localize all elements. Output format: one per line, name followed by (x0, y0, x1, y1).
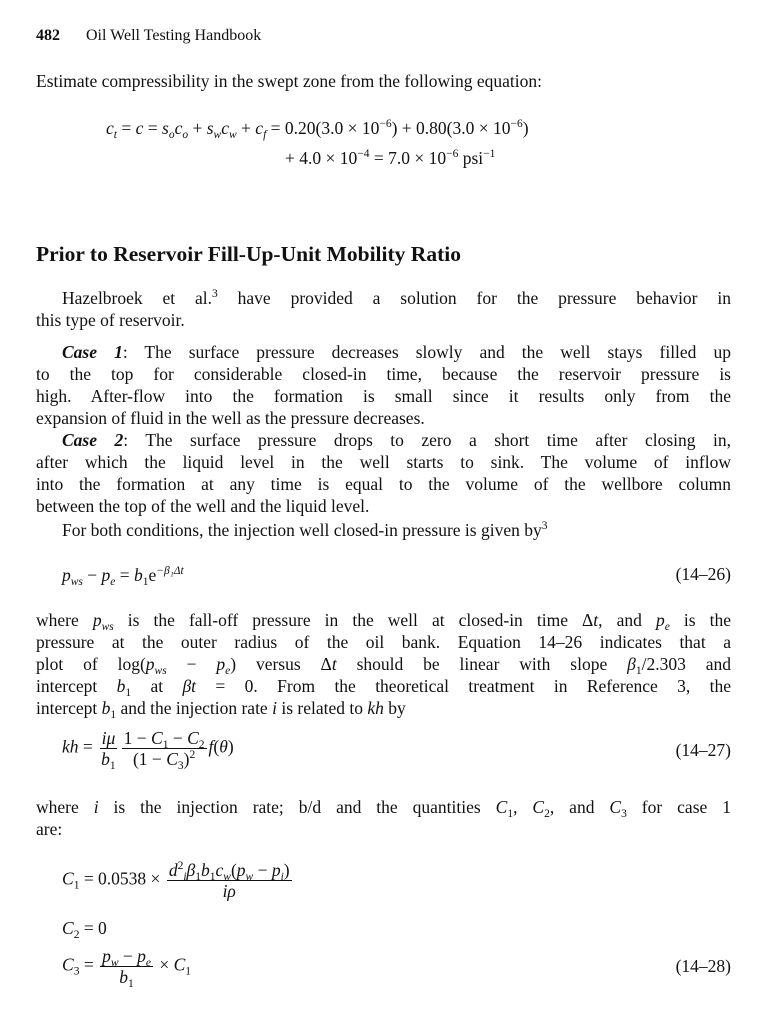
text-run: p (101, 565, 111, 585)
text-line-c1-1 (62, 341, 731, 363)
text-run: 1 (195, 871, 201, 883)
text-run: b (101, 749, 110, 769)
text-run: b (119, 967, 129, 987)
text-run: high. After-flow into the formation is small since it results only from the (36, 386, 731, 406)
text-run: psi (458, 148, 484, 168)
text-run: C (532, 797, 545, 817)
equation-eq-c2 (62, 917, 107, 939)
text-run: ) (522, 118, 529, 138)
text-run: ) (283, 860, 290, 880)
equation-eq-c3 (62, 946, 192, 990)
text-run: e (148, 565, 157, 585)
text-run: C (495, 797, 508, 817)
text-run: p (92, 610, 102, 630)
equation-eq-ct-1 (106, 117, 529, 139)
text-run: ( (213, 736, 220, 757)
text-run: for case 1 (626, 797, 731, 817)
text-run: e (225, 665, 231, 677)
running-header (36, 27, 261, 45)
text-run: is related to (276, 698, 368, 718)
text-run: C (62, 868, 74, 889)
text-run: where (36, 610, 93, 630)
equation-number-14-28: (14–28) (675, 956, 731, 976)
text-run: between the top of the well and the liquid level. (36, 496, 370, 516)
text-run: 2 (544, 808, 550, 820)
text-run: ) versus Δ (230, 654, 332, 674)
text-run: ws (70, 576, 83, 588)
denominator (99, 749, 118, 772)
text-run: 1 (142, 576, 149, 588)
text-run: ws (154, 665, 167, 677)
text-run: ) (183, 749, 190, 769)
text-run: 1 (109, 760, 116, 772)
text-run: β (186, 860, 196, 880)
text-run: 1 (125, 687, 132, 699)
page-number: 482 (36, 27, 60, 44)
text-run: iμ (101, 728, 116, 748)
text-run: 3 (177, 760, 184, 772)
text-run: = (143, 118, 163, 138)
text-run: 1 (209, 871, 216, 883)
text-run: to the top for considerable closed-in time, because the reservoir pressure is (36, 364, 731, 384)
text-run: − (82, 565, 102, 585)
text-run: = 0 (79, 918, 107, 938)
text-run: is the injection rate; b/d and the quantities (98, 797, 496, 817)
text-line-both (62, 519, 731, 541)
text-run: 2 (189, 749, 196, 761)
numerator (100, 728, 118, 749)
text-run: 1 (162, 739, 169, 751)
text-run: pressure at the outer radius of the oil bank. Equation 14–26 indicates that a (36, 632, 731, 652)
text-run: = (79, 954, 99, 975)
text-run: plot of log( (36, 654, 146, 674)
text-run: β (627, 654, 636, 674)
text-run: t (113, 129, 117, 141)
text-run: = 7.0 × 10 (369, 148, 447, 168)
text-line-c1-4 (36, 407, 731, 429)
text-line-w1 (36, 609, 731, 631)
text-run: C (609, 797, 622, 817)
text-run: w (245, 871, 254, 883)
text-run: 2 (177, 860, 184, 872)
text-run: C (62, 918, 74, 938)
text-run: 3 (621, 808, 627, 820)
text-run: e (664, 621, 670, 633)
text-run: = (115, 565, 135, 585)
equation-number-14-26: (14–26) (675, 564, 731, 584)
text-run: 1 (73, 879, 80, 892)
text-run: where (36, 797, 94, 817)
text-run: should be linear with slope (336, 654, 628, 674)
text-run: ws (101, 621, 114, 633)
text-run: this type of reservoir. (36, 310, 185, 330)
text-run: −1 (483, 148, 496, 160)
text-run: c (215, 860, 224, 880)
text-run: C (62, 954, 74, 975)
text-run: = 0. From the theoretical treatment in Reference 3, the (196, 676, 731, 696)
text-run: t (593, 610, 599, 630)
equation-eq-ct-2 (285, 147, 495, 169)
text-run: c (174, 118, 183, 138)
numerator (100, 946, 153, 967)
text-run: o (168, 129, 175, 141)
text-run: 1 (507, 808, 514, 820)
text-run: 1 (110, 709, 117, 721)
denominator (131, 749, 197, 772)
text-run: p (655, 610, 665, 630)
text-run: Case 1 (62, 342, 123, 362)
text-run: b (101, 698, 111, 718)
text-run: i (280, 871, 284, 883)
text-line-c2-4 (36, 495, 731, 517)
text-run: Estimate compressibility in the swept zone from the following equation: (36, 71, 542, 91)
text-run: C (173, 954, 186, 975)
text-run: p (271, 860, 281, 880)
text-run: C (187, 728, 199, 748)
text-run: × (154, 954, 174, 975)
text-run: = (78, 736, 98, 757)
text-run: i (93, 797, 99, 817)
text-run: −β₁Δt (156, 565, 184, 577)
text-run: p (216, 654, 226, 674)
text-run: c (255, 118, 264, 138)
fraction (167, 860, 292, 901)
text-run: c (221, 118, 229, 138)
text-run: βt (182, 676, 197, 696)
text-line-c1-2 (36, 363, 731, 385)
text-run: f (208, 736, 214, 757)
text-run: s (206, 118, 214, 138)
text-run: , and (549, 797, 610, 817)
text-run: −6 (510, 118, 523, 130)
text-run: are: (36, 819, 63, 839)
text-run: + (236, 118, 256, 138)
text-run: b (200, 860, 210, 880)
text-run: have provided a solution for the pressure behavior in (217, 288, 731, 308)
text-run: C (166, 749, 178, 769)
text-run: at (131, 676, 183, 696)
text-run: b (134, 565, 143, 585)
text-run: θ (219, 736, 228, 757)
text-run: and the injection rate (116, 698, 273, 718)
text-run: c (106, 118, 114, 138)
text-run: f (263, 129, 267, 141)
text-run: − (166, 654, 217, 674)
text-line-w2 (36, 631, 731, 653)
text-run: Case 2 (62, 430, 124, 450)
text-run: 1 (185, 965, 192, 978)
text-run: : The surface pressure drops to zero a short time after closing in, (123, 430, 732, 450)
text-line-c2-3 (36, 473, 731, 495)
text-run: p (102, 946, 111, 966)
text-line-p2-2 (36, 309, 731, 331)
text-run: i (272, 698, 277, 718)
text-line-q2 (36, 818, 731, 840)
text-run: c (135, 118, 144, 138)
text-run: kh (62, 736, 79, 757)
text-run: Hazelbroek et al. (62, 288, 213, 308)
equation-number-14-27: (14–27) (675, 740, 731, 760)
text-line-w3 (36, 653, 731, 675)
equation-eq-1426 (62, 564, 184, 586)
text-run: 1 (635, 665, 642, 677)
text-run: p (145, 654, 155, 674)
text-run: after which the liquid level in the well starts to sink. The volume of inflow (36, 452, 731, 472)
text-run: ) + 0.80(3.0 × 10 (391, 118, 511, 138)
text-run: + 4.0 × 10 (285, 148, 358, 168)
text-line-p2-1 (62, 287, 731, 309)
text-run: p (137, 946, 146, 966)
text-run: d (168, 860, 178, 880)
text-run: p (62, 565, 71, 585)
section-heading: Prior to Reservoir Fill-Up-Unit Mobility Ratio (36, 242, 461, 266)
book-title: Oil Well Testing Handbook (86, 27, 262, 44)
text-line-c2-2 (36, 451, 731, 473)
text-run: i (183, 871, 187, 883)
text-run: is the fall-off pressure in the well at closed-in time Δ (113, 610, 594, 630)
fraction (99, 728, 118, 772)
text-run: , (513, 797, 533, 817)
text-run: iρ (222, 881, 236, 901)
text-run: /2.303 and (641, 654, 732, 674)
fraction (122, 728, 207, 772)
text-run: = (116, 118, 136, 138)
text-run: 1 − (123, 728, 152, 748)
text-run: intercept (36, 698, 102, 718)
text-run: = 0.20(3.0 × 10 (266, 118, 380, 138)
text-run: kh (367, 698, 384, 718)
text-run: : The surface pressure decreases slowly and the well stays filled up (122, 342, 731, 362)
text-run: w (110, 957, 119, 969)
fraction (100, 946, 153, 990)
text-run: ( (230, 860, 237, 880)
text-line-w4 (36, 675, 731, 697)
text-line-q1 (36, 796, 731, 818)
text-run: 3 (212, 288, 218, 300)
text-run: p (236, 860, 246, 880)
text-run: expansion of fluid in the well as the pressure decreases. (36, 408, 425, 428)
text-run: + (188, 118, 207, 138)
text-run: C (151, 728, 163, 748)
text-run: t (331, 654, 337, 674)
text-run: −6 (379, 118, 392, 130)
text-line-c2-1 (62, 429, 731, 451)
text-run: b (116, 676, 126, 696)
numerator (167, 860, 292, 881)
text-run: ) (227, 736, 234, 757)
text-run: − (118, 946, 138, 966)
text-run: is the (669, 610, 731, 630)
text-run: 2 (73, 929, 80, 941)
text-run: o (182, 129, 189, 141)
text-run: For both conditions, the injection well closed-in pressure is given by (62, 520, 542, 540)
text-run: 2 (198, 739, 205, 751)
text-line-w5 (36, 697, 731, 719)
text-run: 3 (73, 965, 80, 978)
text-run: s (162, 118, 169, 138)
text-run: −4 (357, 148, 370, 160)
text-run: by (383, 698, 406, 718)
text-run: − (253, 860, 272, 880)
text-run: = 0.0538 × (79, 868, 165, 889)
denominator (117, 967, 136, 990)
equation-eq-c1 (62, 860, 294, 901)
text-run: w (229, 129, 237, 141)
text-run: − (168, 728, 188, 748)
text-run: into the formation at any time is equal to the volume of the wellbore column (36, 474, 731, 494)
text-line-c1-3 (36, 385, 731, 407)
text-run: , and (598, 610, 656, 630)
text-run: e (145, 957, 151, 969)
text-run: (1 − (132, 749, 167, 769)
text-run: w (213, 129, 222, 141)
text-run: −6 (446, 148, 459, 160)
equation-eq-1427 (62, 728, 234, 772)
denominator (221, 881, 238, 901)
text-run: w (223, 871, 231, 883)
text-run: e (110, 576, 116, 588)
text-run: 3 (541, 520, 548, 532)
text-run: intercept (36, 676, 117, 696)
text-line-intro (36, 70, 731, 92)
numerator (122, 728, 207, 749)
text-run: 1 (128, 978, 134, 990)
